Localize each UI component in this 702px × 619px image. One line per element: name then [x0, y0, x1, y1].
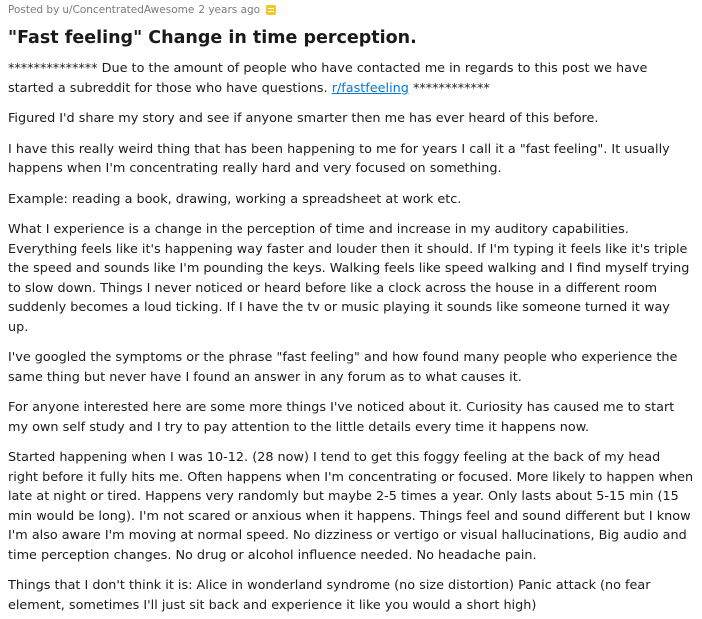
post-paragraph: Example: reading a book, drawing, working a spreadsheet at work etc.: [8, 191, 462, 207]
notice-text: ************** Due to the amount of people who have contacted me in regards to this post we have started a subreddit for those who have questions.: [8, 61, 648, 96]
post-paragraph: What I experience is a change in the perception of time and increase in my auditory capabilities. Everything feels like it's happening way faster and louder then it should. If I'm typing it feels like it's triple the speed and sounds like I'm pounding the keys. Walking feels like speed walking and I find myself trying to slow down. Things I never noticed or heard before like a clock across the house in a different room suddenly becomes a loud ticking. If I have the tv or music playing it sounds like someone turned it way up.: [8, 222, 690, 335]
post-body: [8, 59, 694, 615]
post-paragraph: Things that I don't think it is: Alice in wonderland syndrome (no size distortion) Panic attack (no fear element, sometimes I'll just sit back and experience it like you would a short high): [8, 578, 651, 613]
post-paragraph: Started happening when I was 10-12. (28 now) I tend to get this foggy feeling at the back of my head right before it fully hits me. Often happens when I'm concentrating or focused. More likely to happen when late at night or tired. Happens very randomly but maybe 2-5 times a year. Only lasts about 5-15 min (15 min would be long). I'm not scared or anxious when it happens. Things feel and sound different but I know I'm also aware I'm moving at normal speed. No dizziness or vertigo or visual hallucinations, Big audio and time perception changes. No drug or alcohol influence needed. No headache pain.: [8, 450, 694, 563]
subreddit-link[interactable]: r/fastfeeling: [331, 80, 409, 96]
post-paragraph: Figured I'd share my story and see if anyone smarter then me has ever heard of this before.: [8, 111, 599, 126]
notice-text-end: ************: [408, 80, 490, 96]
post-paragraph: I have this really weird thing that has been happening to me for years I call it a "fast feeling". It usually happens when I'm concentrating really hard and very focused on something.: [8, 141, 670, 176]
author-link[interactable]: u/ConcentratedAwesome: [62, 4, 195, 16]
post-paragraph-notice: [8, 59, 694, 98]
award-icon[interactable]: [266, 5, 276, 15]
post-paragraph: I've googled the symptoms or the phrase "fast feeling" and how found many people who experience the same thing but never have I found an answer in any forum as to what causes it.: [8, 350, 678, 385]
posted-by-label: Posted by: [8, 4, 60, 16]
post-title[interactable]: "Fast feeling" Change in time perception.: [8, 28, 417, 48]
post-age[interactable]: 2 years ago: [198, 4, 261, 16]
post-meta: [8, 2, 694, 18]
post-paragraph: For anyone interested here are some more things I've noticed about it. Curiosity has caused me to start my own self study and I try to pay attention to the little details every time it happens now.: [8, 400, 675, 435]
